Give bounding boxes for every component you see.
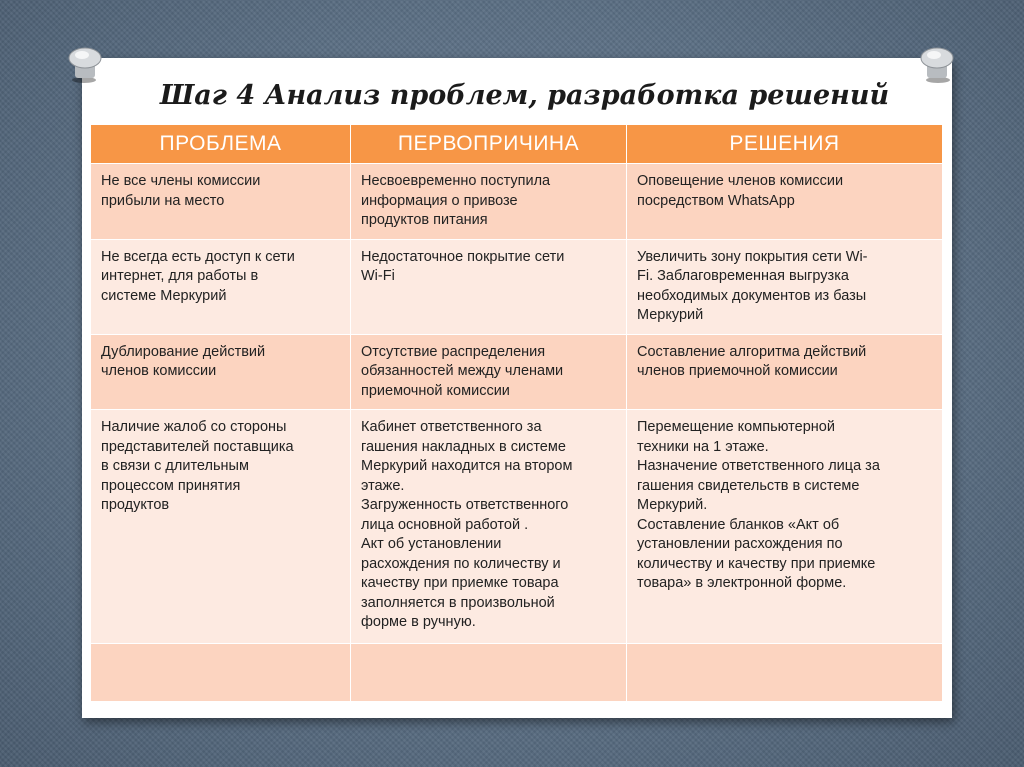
- header-problem: ПРОБЛЕМА: [91, 125, 351, 164]
- problem-cell: Наличие жалоб со стороны представителей поставщика в связи с длительным процессом принятия продуктов: [91, 410, 351, 644]
- header-root-cause: ПЕРВОПРИЧИНА: [351, 125, 627, 164]
- pushpin-icon: [914, 40, 960, 86]
- solution-cell: Оповещение членов комиссии посредством WhatsApp: [627, 164, 943, 240]
- problem-cell: [91, 644, 351, 702]
- solution-cell: [627, 644, 943, 702]
- slide-title: Шаг 4 Анализ проблем, разработка решений: [160, 80, 890, 111]
- header-solutions: РЕШЕНИЯ: [627, 125, 943, 164]
- problem-cell: Не все члены комиссии прибыли на место: [91, 164, 351, 240]
- pushpin-icon: [62, 40, 108, 86]
- root-cause-cell: [351, 644, 627, 702]
- table-row: [91, 239, 943, 334]
- root-cause-cell: Несвоевременно поступила информация о привозе продуктов питания: [351, 164, 627, 240]
- table-header-row: [91, 125, 943, 164]
- problem-analysis-table: [90, 124, 943, 702]
- solution-cell: Составление алгоритма действий членов приемочной комиссии: [627, 334, 943, 410]
- table-row: [91, 334, 943, 410]
- table-row: [91, 164, 943, 240]
- root-cause-cell: Недостаточное покрытие сети Wi-Fi: [351, 239, 627, 334]
- table-row: [91, 410, 943, 644]
- solution-cell: Увеличить зону покрытия сети Wi- Fi. Заблаговременная выгрузка необходимых документов из базы Меркурий: [627, 239, 943, 334]
- root-cause-cell: Кабинет ответственного за гашения накладных в системе Меркурий находится на втором этаже. Загруженность ответственного лица основной работой . Акт об установлении расхождения по количеству и качеству при приемке товара заполняется в произвольной форме в ручную.: [351, 410, 627, 644]
- table-row: [91, 644, 943, 702]
- problem-cell: Не всегда есть доступ к сети интернет, для работы в системе Меркурий: [91, 239, 351, 334]
- root-cause-cell: Отсутствие распределения обязанностей между членами приемочной комиссии: [351, 334, 627, 410]
- solution-cell: Перемещение компьютерной техники на 1 этаже. Назначение ответственного лица за гашения свидетельств в системе Меркурий. Составление бланков «Акт об установлении расхождения по количеству и качеству при приемке товара» в электронной форме.: [627, 410, 943, 644]
- problem-cell: Дублирование действий членов комиссии: [91, 334, 351, 410]
